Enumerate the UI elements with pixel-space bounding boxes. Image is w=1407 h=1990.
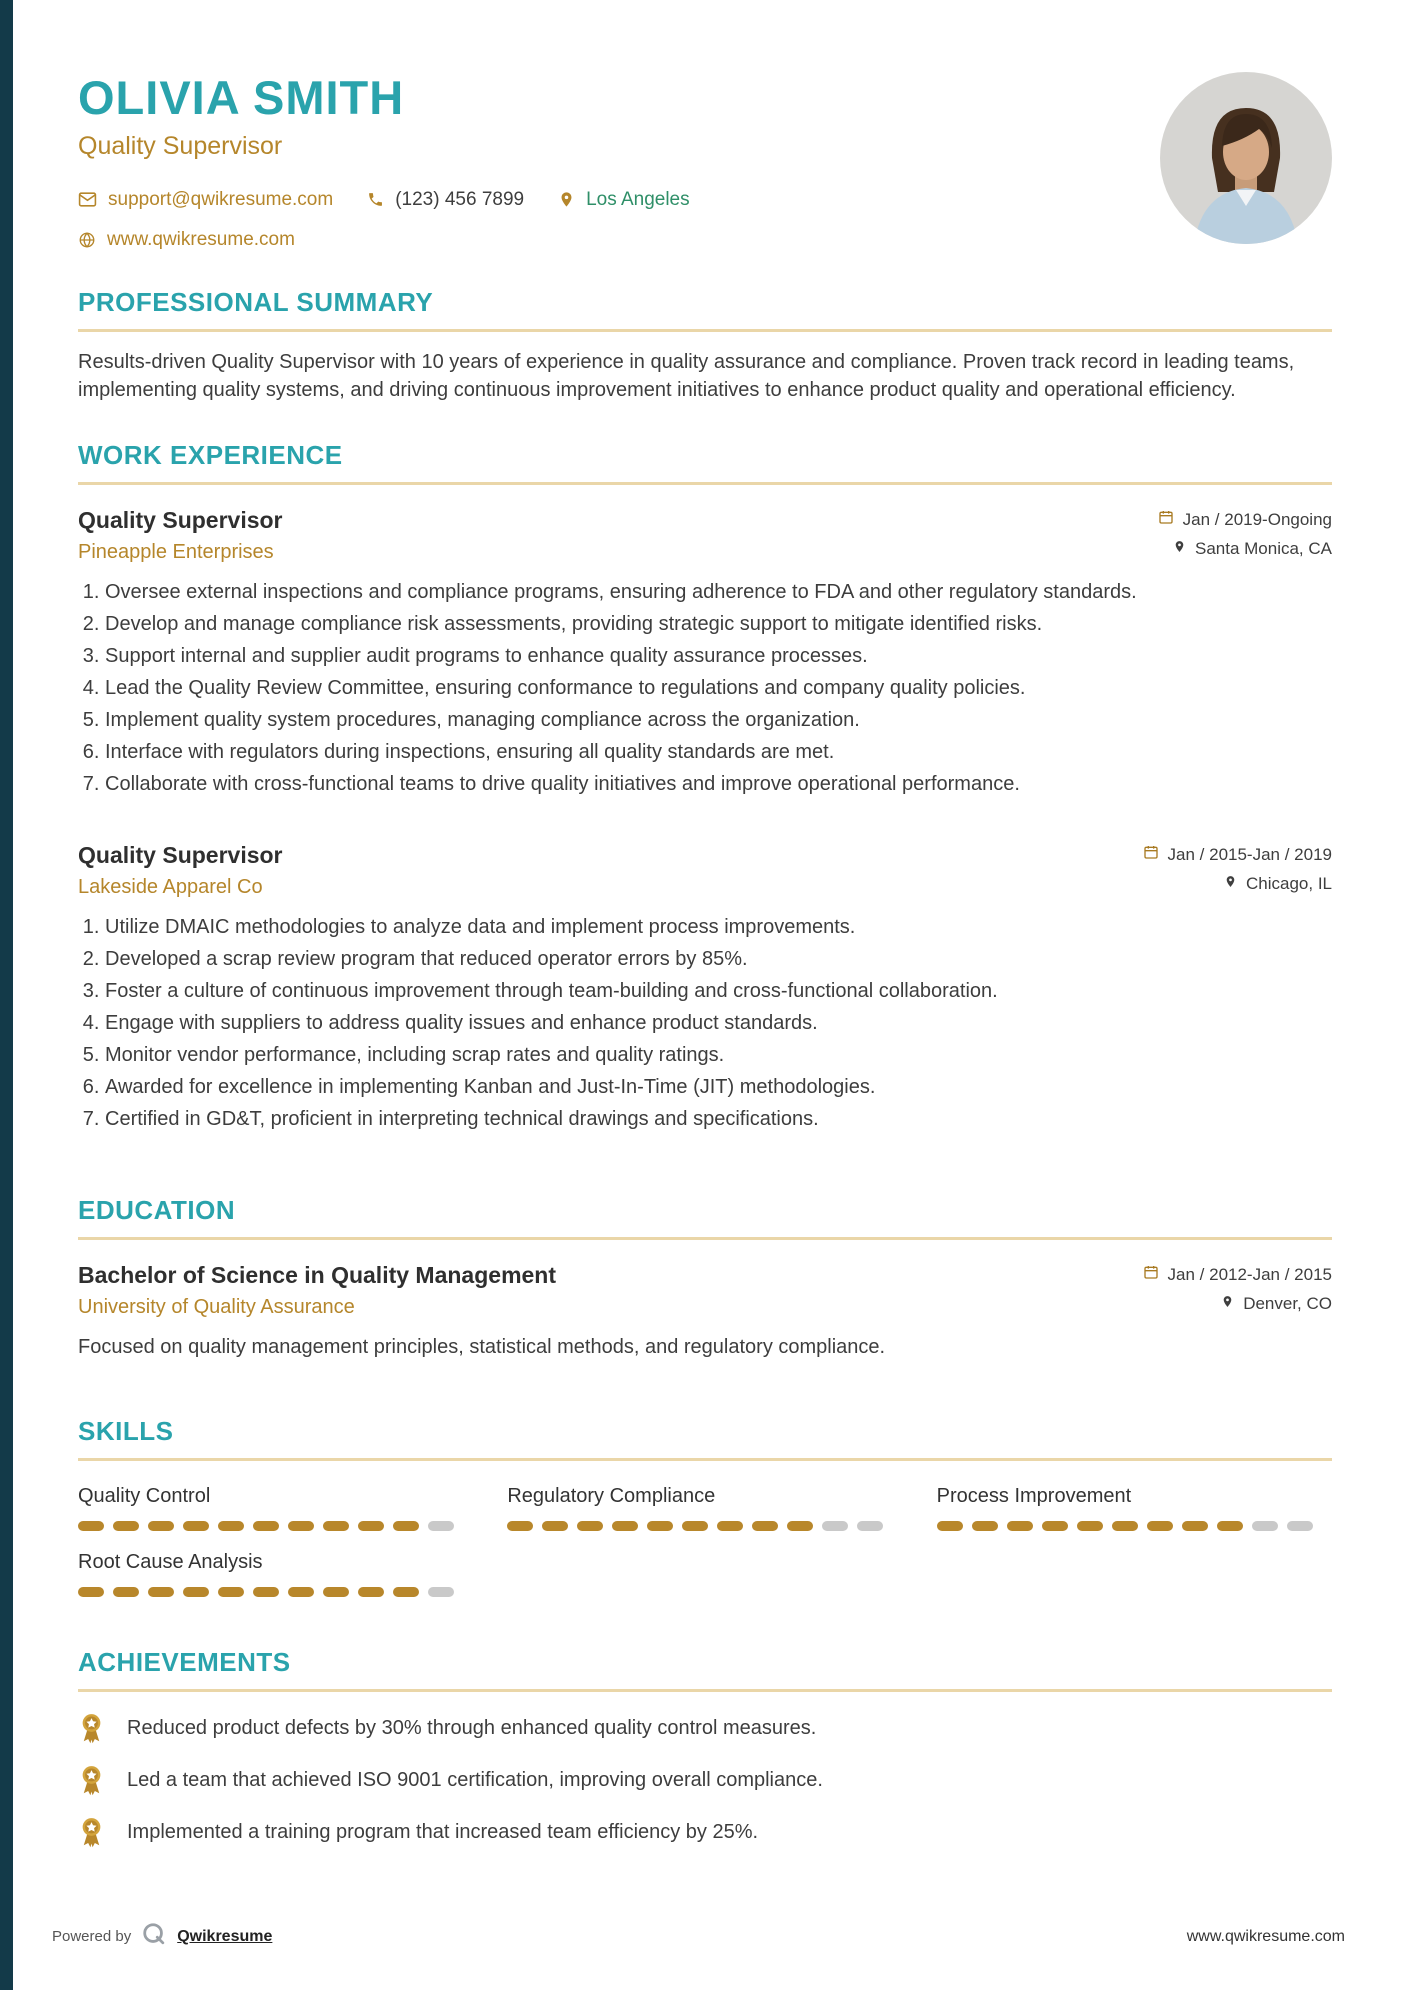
experience-heading: WORK EXPERIENCE <box>78 440 1332 485</box>
skill-dash <box>183 1521 209 1531</box>
job-entry-1-head <box>78 507 1332 564</box>
job-bullet: 4. Lead the Quality Review Committee, ensuring conformance to regulations and company quality policies. <box>105 675 1332 702</box>
skill-dash <box>323 1587 349 1597</box>
skill-item <box>937 1485 1332 1531</box>
education-location: Denver, CO <box>1243 1294 1332 1314</box>
summary-text: Results-driven Quality Supervisor with 10 years of experience in quality assurance and compliance. Proven track record in leading teams, implementing quality systems, and driving continuous improvement initiatives to enhance product quality and operational efficiency. <box>78 350 1295 402</box>
skill-dash <box>358 1587 384 1597</box>
skill-dash <box>542 1521 568 1531</box>
skill-dash <box>428 1587 454 1597</box>
skill-dash <box>787 1521 813 1531</box>
powered-by-text: Powered by <box>52 1928 132 1945</box>
job-bullet: 4. Engage with suppliers to address quality issues and enhance product standards. <box>105 1010 1332 1037</box>
skill-dash <box>1042 1521 1068 1531</box>
skill-item <box>78 1485 473 1531</box>
section-education <box>78 1195 1332 1361</box>
skill-dash <box>1182 1521 1208 1531</box>
email-contact <box>78 189 333 211</box>
achievement-text: Reduced product defects by 30% through enhanced quality control measures. <box>127 1716 817 1739</box>
job-entry-2-head <box>78 842 1332 899</box>
left-accent-stripe <box>0 0 13 1990</box>
skill-dash <box>78 1521 104 1531</box>
phone-contact <box>367 189 524 211</box>
footer-branding <box>52 1921 272 1952</box>
skill-dash <box>148 1521 174 1531</box>
achievement-item <box>78 1765 1332 1796</box>
profile-photo-image <box>1160 72 1332 244</box>
calendar-icon <box>1143 1264 1159 1285</box>
section-skills <box>78 1416 1332 1597</box>
qwikresume-logo-icon <box>141 1921 167 1952</box>
skill-dash <box>857 1521 883 1531</box>
skill-dash <box>1147 1521 1173 1531</box>
skill-dash <box>972 1521 998 1531</box>
job-bullet: 2. Developed a scrap review program that reduced operator errors by 85%. <box>105 946 1332 973</box>
email-link[interactable]: support@qwikresume.com <box>108 188 334 210</box>
section-work-experience <box>78 440 1332 1133</box>
award-badge-icon <box>78 1765 105 1796</box>
job-dates-row <box>1143 844 1332 865</box>
job-location: Chicago, IL <box>1246 874 1332 894</box>
header <box>78 72 1332 251</box>
skill-dash <box>393 1521 419 1531</box>
company-name: Lakeside Apparel Co <box>78 876 263 899</box>
education-description: Focused on quality management principles, statistical methods, and regulatory compliance. <box>78 1336 886 1359</box>
skill-dash <box>428 1521 454 1531</box>
award-badge-icon <box>78 1713 105 1744</box>
achievements-heading: ACHIEVEMENTS <box>78 1647 1332 1692</box>
job-location-row <box>1158 539 1332 559</box>
calendar-icon <box>1158 509 1174 530</box>
skill-dash <box>288 1587 314 1597</box>
globe-icon <box>78 231 96 249</box>
job-bullet: 7. Collaborate with cross-functional teams to drive quality initiatives and improve operational performance. <box>105 771 1332 798</box>
skill-dash <box>752 1521 778 1531</box>
job-title: Quality Supervisor <box>78 507 283 534</box>
skill-dash <box>937 1521 963 1531</box>
skill-label: Root Cause Analysis <box>78 1550 263 1573</box>
skill-dash <box>682 1521 708 1531</box>
skill-label: Process Improvement <box>936 1484 1132 1507</box>
job-bullet: 2. Develop and manage compliance risk assessments, providing strategic support to mitigate identified risks. <box>105 611 1332 638</box>
education-dates-row <box>1143 1264 1332 1285</box>
skill-level-bar <box>937 1521 1332 1531</box>
achievement-text: Implemented a training program that increased team efficiency by 25%. <box>127 1820 759 1843</box>
job-entry-2 <box>78 842 1332 1133</box>
skill-label: Regulatory Compliance <box>507 1484 716 1507</box>
skill-dash <box>1007 1521 1033 1531</box>
location-contact <box>558 189 690 211</box>
skill-dash <box>218 1521 244 1531</box>
qwikresume-link[interactable]: Qwikresume <box>177 1927 273 1945</box>
skill-dash <box>323 1521 349 1531</box>
job-title: Quality Supervisor <box>78 842 283 869</box>
achievement-text: Led a team that achieved ISO 9001 certification, improving overall compliance. <box>127 1768 823 1791</box>
phone-icon <box>367 191 384 208</box>
skill-dash <box>393 1587 419 1597</box>
job-bullet: 3. Foster a culture of continuous improvement through team-building and cross-functional collaboration. <box>105 978 1332 1005</box>
education-dates: Jan / 2012-Jan / 2015 <box>1167 1264 1332 1284</box>
skill-dash <box>358 1521 384 1531</box>
achievements-list <box>78 1713 1332 1848</box>
education-titles <box>78 1262 556 1319</box>
skill-dash <box>577 1521 603 1531</box>
job-bullet: 6. Awarded for excellence in implementing Kanban and Just-In-Time (JIT) methodologies. <box>105 1074 1332 1101</box>
education-entry <box>78 1262 1332 1361</box>
job-location: Santa Monica, CA <box>1194 539 1332 559</box>
skill-dash <box>148 1587 174 1597</box>
education-head <box>78 1262 1332 1319</box>
job-bullet: 5. Implement quality system procedures, managing compliance across the organization. <box>105 707 1332 734</box>
job-bullet: 1. Utilize DMAIC methodologies to analyze data and implement process improvements. <box>105 914 1332 941</box>
skill-dash <box>1287 1521 1313 1531</box>
skill-dash <box>253 1521 279 1531</box>
school-name: University of Quality Assurance <box>78 1296 355 1319</box>
job-entry-1-meta <box>1158 507 1332 559</box>
candidate-name: OLIVIA SMITH <box>78 71 405 124</box>
skill-dash <box>253 1587 279 1597</box>
skill-dash <box>78 1587 104 1597</box>
degree-title: Bachelor of Science in Quality Management <box>78 1262 557 1289</box>
summary-heading: PROFESSIONAL SUMMARY <box>78 287 1332 332</box>
skill-dash <box>183 1587 209 1597</box>
skill-dash <box>1077 1521 1103 1531</box>
education-meta <box>1143 1262 1332 1314</box>
skill-level-bar <box>507 1521 902 1531</box>
skill-dash <box>822 1521 848 1531</box>
job-bullet: 7. Certified in GD&T, proficient in interpreting technical drawings and specifications. <box>105 1106 1332 1133</box>
pin-icon <box>1173 539 1186 559</box>
skill-level-bar <box>78 1587 473 1597</box>
achievement-item <box>78 1713 1332 1744</box>
education-heading: EDUCATION <box>78 1195 1332 1240</box>
job-bullet-list <box>78 579 1332 798</box>
calendar-icon <box>1143 844 1159 865</box>
header-text <box>78 72 690 251</box>
skill-item <box>507 1485 902 1531</box>
location-pin-icon <box>558 190 575 209</box>
skill-dash <box>1112 1521 1138 1531</box>
pin-icon <box>1224 874 1237 894</box>
section-professional-summary <box>78 287 1332 405</box>
pin-icon <box>1221 1294 1234 1314</box>
award-badge-icon <box>78 1817 105 1848</box>
footer-website-link[interactable]: www.qwikresume.com <box>1186 1927 1345 1945</box>
location-text: Los Angeles <box>586 188 690 210</box>
company-name: Pineapple Enterprises <box>78 541 274 564</box>
footer <box>52 1921 1345 1952</box>
job-dates: Jan / 2015-Jan / 2019 <box>1167 844 1332 864</box>
skill-dash <box>288 1521 314 1531</box>
job-entry-2-meta <box>1143 842 1332 894</box>
job-bullet: 5. Monitor vendor performance, including scrap rates and quality ratings. <box>105 1042 1332 1069</box>
profile-photo <box>1160 72 1332 244</box>
website-link[interactable]: www.qwikresume.com <box>107 228 295 250</box>
job-entry-1 <box>78 507 1332 798</box>
job-dates-row <box>1158 509 1332 530</box>
website-contact <box>78 229 295 251</box>
skills-grid <box>78 1485 1332 1597</box>
achievement-item <box>78 1817 1332 1848</box>
skill-dash <box>113 1587 139 1597</box>
skill-dash <box>507 1521 533 1531</box>
section-achievements <box>78 1647 1332 1848</box>
job-bullet: 3. Support internal and supplier audit programs to enhance quality assurance processes. <box>105 643 1332 670</box>
contact-row-1 <box>78 189 690 211</box>
candidate-title: Quality Supervisor <box>78 131 283 160</box>
job-location-row <box>1143 874 1332 894</box>
job-entry-2-titles <box>78 842 283 899</box>
job-entry-1-titles <box>78 507 283 564</box>
job-dates: Jan / 2019-Ongoing <box>1182 509 1332 529</box>
skill-dash <box>218 1587 244 1597</box>
skill-level-bar <box>78 1521 473 1531</box>
email-icon <box>78 190 97 209</box>
skill-dash <box>113 1521 139 1531</box>
skills-heading: SKILLS <box>78 1416 1332 1461</box>
skill-item <box>78 1551 473 1597</box>
skill-label: Quality Control <box>78 1484 211 1507</box>
skill-dash <box>647 1521 673 1531</box>
job-bullet: 6. Interface with regulators during inspections, ensuring all quality standards are met. <box>105 739 1332 766</box>
education-location-row <box>1143 1294 1332 1314</box>
skill-dash <box>1252 1521 1278 1531</box>
job-bullet-list <box>78 914 1332 1133</box>
skill-dash <box>1217 1521 1243 1531</box>
job-bullet: 1. Oversee external inspections and compliance programs, ensuring adherence to FDA and other regulatory standards. <box>105 579 1332 606</box>
contact-row-2 <box>78 229 690 251</box>
skill-dash <box>612 1521 638 1531</box>
skill-dash <box>717 1521 743 1531</box>
phone-text: (123) 456 7899 <box>395 188 525 210</box>
